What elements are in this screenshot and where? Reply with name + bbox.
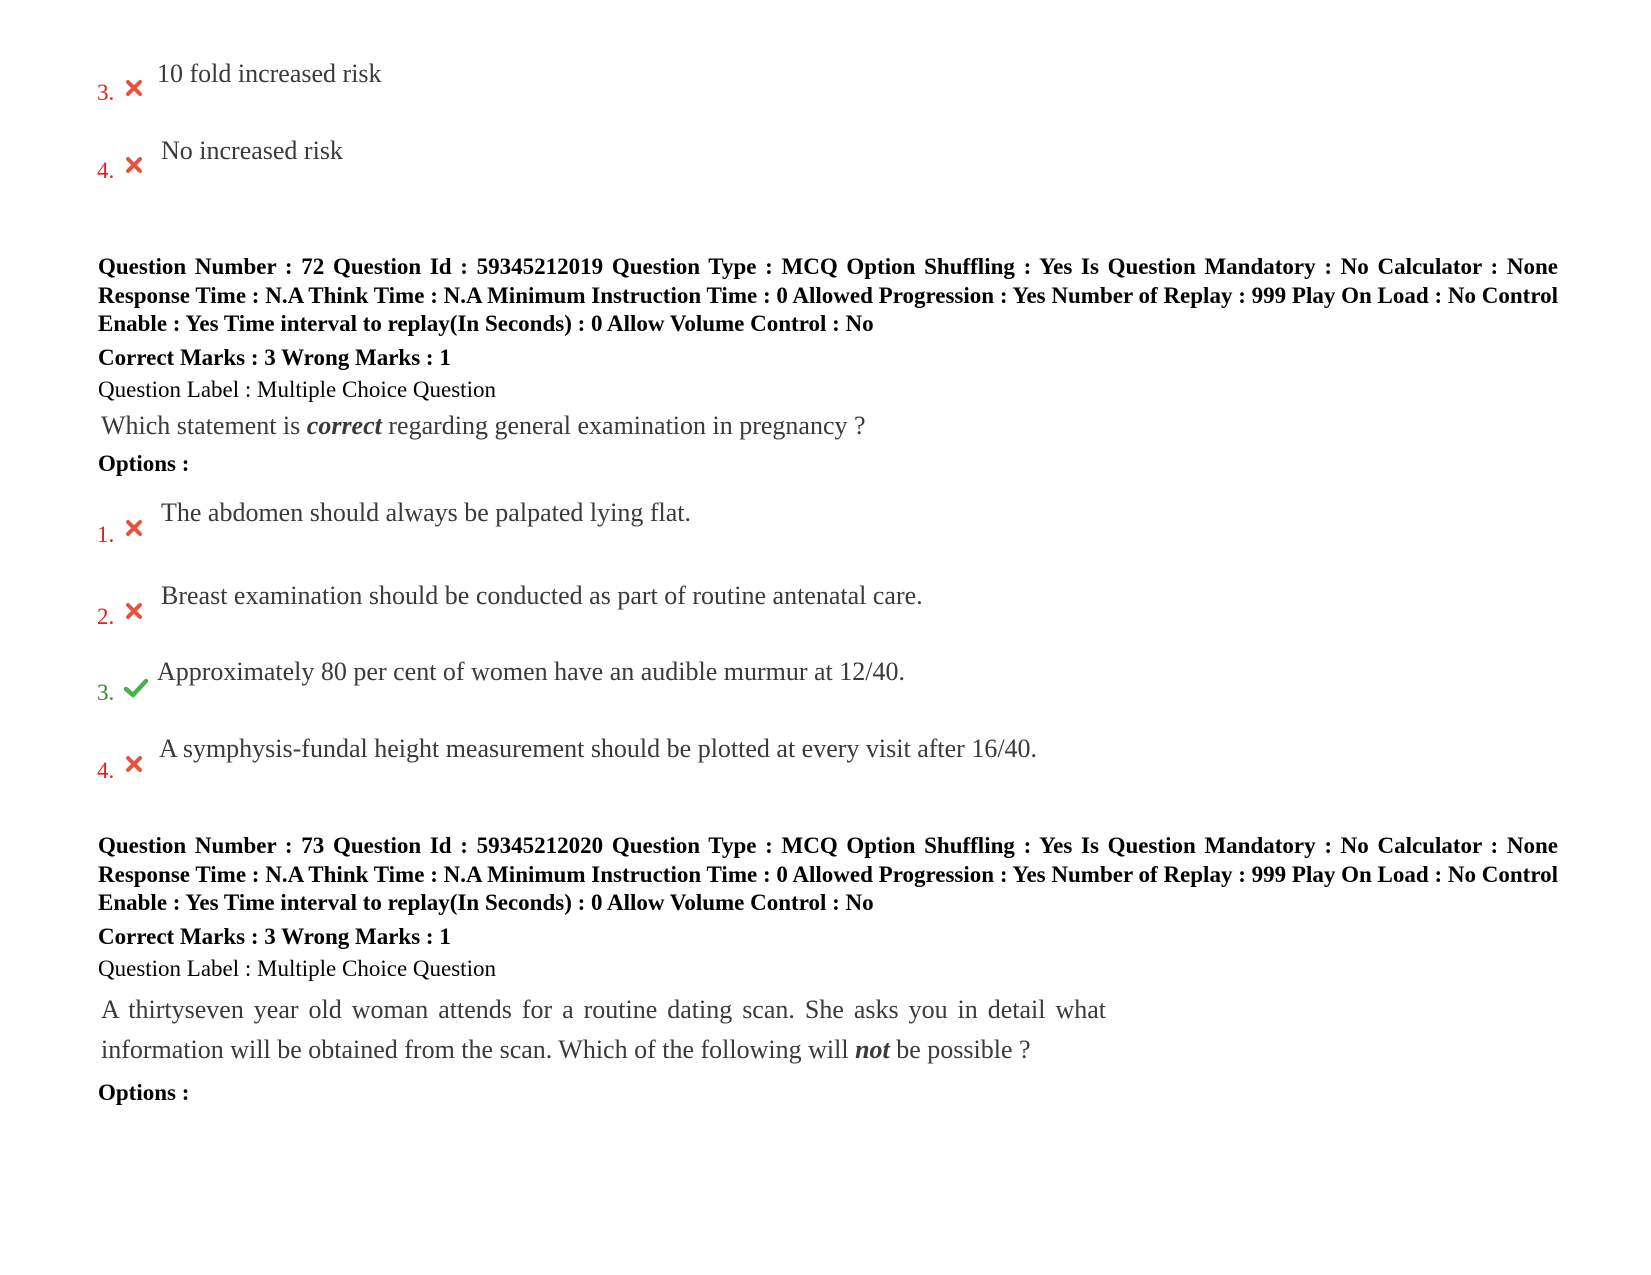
- option-text: Breast examination should be conducted as part of routine antenatal care.: [161, 581, 923, 610]
- options-label: Options :: [98, 450, 190, 476]
- option-text: No increased risk: [161, 136, 343, 165]
- cross-icon: [124, 601, 144, 621]
- check-icon: [124, 678, 148, 698]
- options-label: Options :: [98, 1079, 190, 1105]
- question-emphasis: correct: [306, 410, 382, 440]
- cross-icon: [124, 78, 144, 98]
- option-text: Approximately 80 per cent of women have an audible murmur at 12/40.: [157, 657, 906, 686]
- option-text: 10 fold increased risk: [157, 59, 382, 88]
- option-number: 3.: [97, 680, 115, 705]
- cross-icon: [124, 518, 144, 538]
- question-marks: Correct Marks : 3 Wrong Marks : 1: [98, 923, 451, 949]
- question-text: Which statement is correct regarding general examination in pregnancy ?: [101, 410, 866, 440]
- option-text: A symphysis-fundal height measurement should be plotted at every visit after 16/40.: [159, 734, 1038, 763]
- question-marks: Correct Marks : 3 Wrong Marks : 1: [98, 344, 451, 370]
- option-number: 2.: [97, 604, 115, 629]
- question-meta: Question Number : 72 Question Id : 59345212019 Question Type : MCQ Option Shuffling : Yes Is Question Mandatory : No Calculator : None Response Time : N.A Think Time : N.A Minimum Instruction Time : 0 Allowed Progression : Yes Number of Replay : 999 Play On Load : No Control Enable : Yes Time interval to replay(In Seconds) : 0 Allow Volume Control : No: [98, 254, 1558, 336]
- option-number: 4.: [97, 758, 115, 783]
- cross-icon: [124, 155, 144, 175]
- cross-icon: [124, 754, 144, 774]
- question-73: [98, 832, 1558, 1106]
- option-number: 4.: [97, 158, 115, 183]
- option-number: 1.: [97, 522, 115, 547]
- question-meta: Question Number : 73 Question Id : 59345212020 Question Type : MCQ Option Shuffling : Yes Is Question Mandatory : No Calculator : None Response Time : N.A Think Time : N.A Minimum Instruction Time : 0 Allowed Progression : Yes Number of Replay : 999 Play On Load : No Control Enable : Yes Time interval to replay(In Seconds) : 0 Allow Volume Control : No: [98, 833, 1558, 915]
- question-emphasis: not: [855, 1034, 890, 1064]
- question-label: Question Label : Multiple Choice Question: [98, 376, 496, 402]
- question-text: A thirtyseven year old woman attends for a routine dating scan. She asks you in detail what information will be obtained from the scan. Which of the following will not be possible ?: [101, 994, 1106, 1064]
- option-number: 3.: [97, 80, 115, 105]
- question-label: Question Label : Multiple Choice Question: [98, 955, 496, 981]
- question-72: [98, 253, 1558, 477]
- option-text: The abdomen should always be palpated lying flat.: [161, 498, 691, 527]
